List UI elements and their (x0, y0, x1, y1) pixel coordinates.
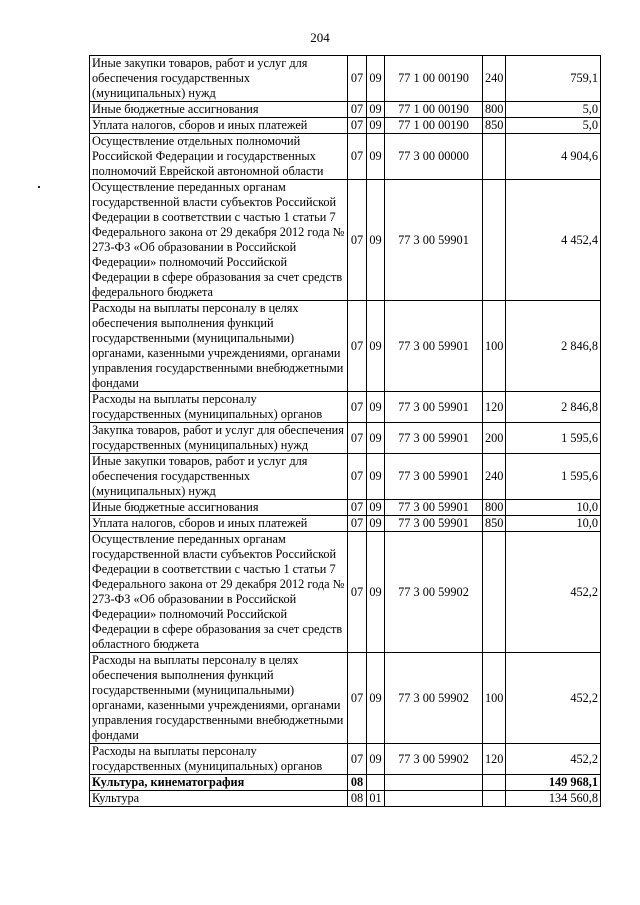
expense-type-code: 200 (483, 423, 506, 454)
subsection-code: 09 (367, 102, 385, 118)
subsection-code: 09 (367, 454, 385, 500)
amount: 2 846,8 (506, 392, 601, 423)
row-name: Закупка товаров, работ и услуг для обеспечения государственных (муниципальных) нужд (90, 423, 348, 454)
target-article-code: 77 1 00 00190 (385, 102, 483, 118)
table-row (90, 118, 601, 134)
expense-type-code: 850 (483, 118, 506, 134)
budget-table (89, 55, 601, 807)
amount: 4 452,4 (506, 180, 601, 301)
expense-type-code: 120 (483, 392, 506, 423)
section-code: 07 (348, 134, 367, 180)
row-name: Осуществление переданных органам государственной власти субъектов Российской Федерации в соответствии с частью 1 статьи 7 Федерального закона от 29 декабря 2012 года № 273-ФЗ «Об образовании в Российской Федерации» полномочий Российской Федерации в сфере образования за счет средств областного бюджета (90, 532, 348, 653)
section-code: 07 (348, 392, 367, 423)
section-code: 07 (348, 653, 367, 744)
subsection-code (367, 775, 385, 791)
section-code: 07 (348, 454, 367, 500)
target-article-code (385, 775, 483, 791)
subsection-code: 09 (367, 532, 385, 653)
target-article-code: 77 3 00 59901 (385, 301, 483, 392)
target-article-code: 77 3 00 59901 (385, 516, 483, 532)
target-article-code: 77 3 00 59901 (385, 500, 483, 516)
expense-type-code: 800 (483, 500, 506, 516)
row-name: Расходы на выплаты персоналу в целях обеспечения выполнения функций государственными (муниципальными) органами, казенными учреждениями, органами управления государственными внебюджетными фондами (90, 653, 348, 744)
row-name: Культура, кинематография (90, 775, 348, 791)
table-row (90, 180, 601, 301)
table-row (90, 516, 601, 532)
amount: 452,2 (506, 532, 601, 653)
subsection-code: 09 (367, 392, 385, 423)
table-row (90, 744, 601, 775)
subsection-code: 09 (367, 134, 385, 180)
subsection-code: 09 (367, 653, 385, 744)
row-name: Уплата налогов, сборов и иных платежей (90, 516, 348, 532)
table-row (90, 775, 601, 791)
table-row (90, 56, 601, 102)
expense-type-code: 100 (483, 653, 506, 744)
subsection-code: 09 (367, 118, 385, 134)
table-row (90, 454, 601, 500)
table-row (90, 392, 601, 423)
table-row (90, 102, 601, 118)
section-code: 07 (348, 180, 367, 301)
page-number: 204 (310, 30, 330, 45)
target-article-code: 77 3 00 59901 (385, 423, 483, 454)
table-row (90, 301, 601, 392)
row-name: Иные бюджетные ассигнования (90, 500, 348, 516)
section-code: 08 (348, 791, 367, 807)
subsection-code: 09 (367, 516, 385, 532)
target-article-code: 77 1 00 00190 (385, 118, 483, 134)
amount: 149 968,1 (506, 775, 601, 791)
subsection-code: 09 (367, 500, 385, 516)
target-article-code: 77 1 00 00190 (385, 56, 483, 102)
row-name: Культура (90, 791, 348, 807)
amount: 2 846,8 (506, 301, 601, 392)
section-code: 07 (348, 301, 367, 392)
expense-type-code (483, 532, 506, 653)
amount: 5,0 (506, 118, 601, 134)
section-code: 07 (348, 516, 367, 532)
section-code: 07 (348, 500, 367, 516)
table-row (90, 532, 601, 653)
amount: 4 904,6 (506, 134, 601, 180)
section-code: 07 (348, 102, 367, 118)
row-name: Расходы на выплаты персоналу государственных (муниципальных) органов (90, 392, 348, 423)
row-name: Иные закупки товаров, работ и услуг для обеспечения государственных (муниципальных) нужд (90, 56, 348, 102)
subsection-code: 01 (367, 791, 385, 807)
subsection-code: 09 (367, 180, 385, 301)
target-article-code: 77 3 00 59901 (385, 180, 483, 301)
subsection-code: 09 (367, 301, 385, 392)
target-article-code (385, 791, 483, 807)
target-article-code: 77 3 00 59902 (385, 532, 483, 653)
expense-type-code (483, 791, 506, 807)
expense-type-code (483, 180, 506, 301)
row-name: Расходы на выплаты персоналу государственных (муниципальных) органов (90, 744, 348, 775)
expense-type-code: 850 (483, 516, 506, 532)
amount: 5,0 (506, 102, 601, 118)
target-article-code: 77 3 00 59901 (385, 392, 483, 423)
section-code: 07 (348, 744, 367, 775)
scan-speck (38, 186, 40, 188)
expense-type-code (483, 134, 506, 180)
section-code: 08 (348, 775, 367, 791)
expense-type-code (483, 775, 506, 791)
amount: 452,2 (506, 653, 601, 744)
target-article-code: 77 3 00 00000 (385, 134, 483, 180)
amount: 759,1 (506, 56, 601, 102)
target-article-code: 77 3 00 59902 (385, 744, 483, 775)
table-row (90, 134, 601, 180)
table-row (90, 500, 601, 516)
table-row (90, 423, 601, 454)
row-name: Иные закупки товаров, работ и услуг для обеспечения государственных (муниципальных) нужд (90, 454, 348, 500)
amount: 452,2 (506, 744, 601, 775)
amount: 1 595,6 (506, 423, 601, 454)
target-article-code: 77 3 00 59901 (385, 454, 483, 500)
row-name: Осуществление отдельных полномочий Российской Федерации и государственных полномочий Еврейской автономной области (90, 134, 348, 180)
table-row (90, 653, 601, 744)
amount: 10,0 (506, 516, 601, 532)
expense-type-code: 120 (483, 744, 506, 775)
row-name: Уплата налогов, сборов и иных платежей (90, 118, 348, 134)
table-row (90, 791, 601, 807)
amount: 10,0 (506, 500, 601, 516)
subsection-code: 09 (367, 744, 385, 775)
amount: 1 595,6 (506, 454, 601, 500)
section-code: 07 (348, 118, 367, 134)
subsection-code: 09 (367, 56, 385, 102)
section-code: 07 (348, 423, 367, 454)
expense-type-code: 240 (483, 454, 506, 500)
section-code: 07 (348, 56, 367, 102)
row-name: Осуществление переданных органам государственной власти субъектов Российской Федерации в соответствии с частью 1 статьи 7 Федерального закона от 29 декабря 2012 года № 273-ФЗ «Об образовании в Российской Федерации» полномочий Российской Федерации в сфере образования за счет средств федерального бюджета (90, 180, 348, 301)
row-name: Иные бюджетные ассигнования (90, 102, 348, 118)
expense-type-code: 100 (483, 301, 506, 392)
row-name: Расходы на выплаты персоналу в целях обеспечения выполнения функций государственными (муниципальными) органами, казенными учреждениями, органами управления государственными внебюджетными фондами (90, 301, 348, 392)
amount: 134 560,8 (506, 791, 601, 807)
subsection-code: 09 (367, 423, 385, 454)
section-code: 07 (348, 532, 367, 653)
budget-table-body (90, 56, 601, 807)
target-article-code: 77 3 00 59902 (385, 653, 483, 744)
expense-type-code: 800 (483, 102, 506, 118)
expense-type-code: 240 (483, 56, 506, 102)
